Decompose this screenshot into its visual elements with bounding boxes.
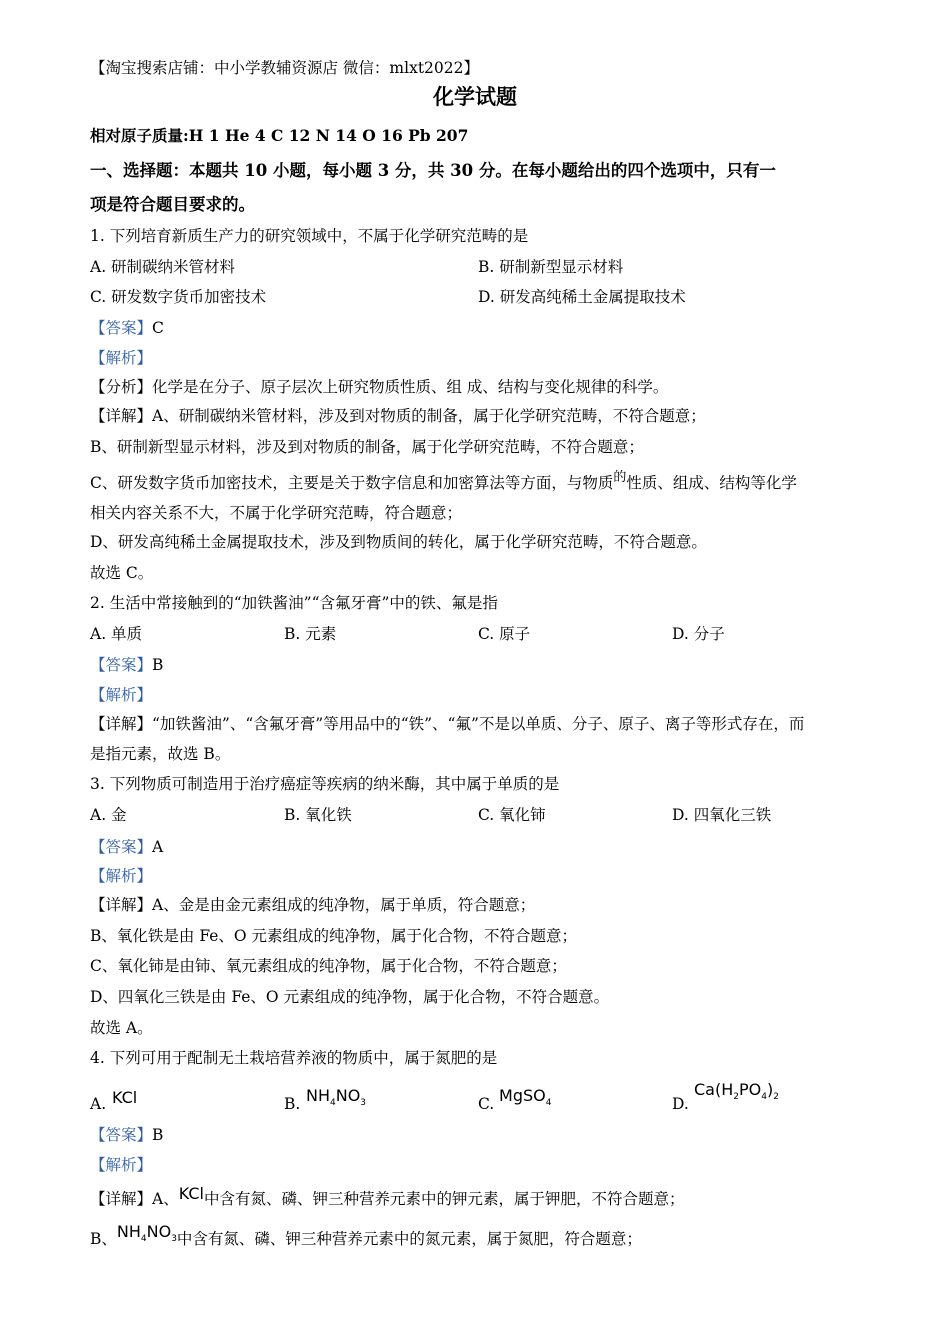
q2-detail-line2: 是指元素，故选 B。 xyxy=(90,745,231,763)
page-title: 化学试题 xyxy=(433,84,517,109)
q1-answer-value: C xyxy=(152,319,164,337)
q1-analysis: 【分析】化学是在分子、原子层次上研究物质性质、组 成、结构与变化规律的科学。 xyxy=(90,378,669,396)
q2-option-b: B. 元素 xyxy=(284,625,337,643)
q1-detail-c-text2: 性质、组成、结构等化学 xyxy=(626,474,797,492)
answer-label: 【答案】 xyxy=(90,838,153,856)
q2-detail-line1: 【详解】“加铁酱油”、“含氟牙膏”等用品中的“铁”、“氟”不是以单质、分子、原子、离子等形式存在，而 xyxy=(90,715,805,733)
q1-stem: 1. 下列培育新质生产力的研究领域中，不属于化学研究范畴的是 xyxy=(90,227,529,245)
q4-option-c-label: C. xyxy=(478,1095,495,1113)
q2-answer-value: B xyxy=(152,656,164,674)
q3-answer xyxy=(90,837,163,857)
q4-stem: 4. 下列可用于配制无土栽培营养液的物质中，属于氮肥的是 xyxy=(90,1049,498,1067)
q3-analysis-label: 【解析】 xyxy=(90,867,153,885)
q1-detail-c-stray: 的 xyxy=(613,470,627,485)
q4-detail-b-text: 中含有氮、磷、钾三种营养元素中的氮元素，属于氮肥，符合题意； xyxy=(176,1230,642,1248)
q4-detail-b-formula: $NH_4NO_3$ xyxy=(116,1222,177,1245)
q4-detail-b-prefix: B、 xyxy=(90,1230,117,1248)
q4-detail-a xyxy=(90,1184,685,1209)
q1-option-a: A. 研制碳纳米管材料 xyxy=(90,258,236,276)
q1-detail-c-line2: 相关内容关系不大，不属于化学研究范畴，符合题意； xyxy=(90,504,463,522)
atomic-masses: 相对原子质量:H 1 He 4 C 12 N 14 O 16 Pb 207 xyxy=(90,126,469,145)
q2-analysis-label: 【解析】 xyxy=(90,686,153,704)
q4-answer-value: B xyxy=(152,1126,164,1144)
q3-option-b: B. 氧化铁 xyxy=(284,806,352,824)
answer-label: 【答案】 xyxy=(90,656,153,674)
section-title-line1: 一、选择题：本题共 10 小题，每小题 3 分，共 30 分。在每小题给出的四个选项中，只有一 xyxy=(90,161,776,180)
shop-header: 【淘宝搜索店铺：中小学教辅资源店 微信：mlxt2022】 xyxy=(90,59,480,77)
section-title-line2: 项是符合题目要求的。 xyxy=(90,195,255,214)
q3-option-a: A. 金 xyxy=(90,806,127,824)
q1-analysis-label: 【解析】 xyxy=(90,349,153,367)
q3-conclusion: 故选 A。 xyxy=(90,1019,153,1037)
q2-stem: 2. 生活中常接触到的“加铁酱油”“含氟牙膏”中的铁、氟是指 xyxy=(90,594,498,612)
q3-stem: 3. 下列物质可制造用于治疗癌症等疾病的纳米酶，其中属于单质的是 xyxy=(90,775,560,793)
q4-option-b-formula: $NH_4NO_3$ xyxy=(306,1086,367,1109)
q2-option-d: D. 分子 xyxy=(672,625,725,643)
q1-option-b: B. 研制新型显示材料 xyxy=(478,258,624,276)
q2-answer xyxy=(90,655,163,675)
q4-option-a-formula: KCl xyxy=(112,1088,138,1107)
q1-detail-d: D、研发高纯稀土金属提取技术，涉及到物质间的转化，属于化学研究范畴，不符合题意。 xyxy=(90,533,707,551)
q1-detail-c-line1 xyxy=(90,470,797,495)
q3-detail-a: 【详解】A、金是由金元素组成的纯净物，属于单质，符合题意； xyxy=(90,896,536,914)
q4-option-d-label: D. xyxy=(672,1095,689,1113)
answer-label: 【答案】 xyxy=(90,1126,153,1144)
q2-option-a: A. 单质 xyxy=(90,625,143,643)
q1-option-c: C. 研发数字货币加密技术 xyxy=(90,288,267,306)
q4-detail-a-formula: KCl xyxy=(178,1184,204,1203)
q2-option-c: C. 原子 xyxy=(478,625,531,643)
q3-detail-b: B、氧化铁是由 Fe、O 元素组成的纯净物，属于化合物，不符合题意； xyxy=(90,927,578,945)
q3-answer-value: A xyxy=(152,838,164,856)
q4-answer xyxy=(90,1125,163,1145)
q1-detail-b: B、研制新型显示材料，涉及到对物质的制备，属于化学研究范畴，不符合题意； xyxy=(90,438,644,456)
q4-analysis-label: 【解析】 xyxy=(90,1156,153,1174)
q3-detail-d: D、四氧化三铁是由 Fe、O 元素组成的纯净物，属于化合物，不符合题意。 xyxy=(90,988,610,1006)
q4-option-b-label: B. xyxy=(284,1095,301,1113)
q4-detail-a-text: 中含有氮、磷、钾三种营养元素中的钾元素，属于钾肥，不符合题意； xyxy=(203,1190,685,1208)
q1-option-d: D. 研发高纯稀土金属提取技术 xyxy=(478,288,686,306)
q1-detail-a: 【详解】A、研制碳纳米管材料，涉及到对物质的制备，属于化学研究范畴，不符合题意； xyxy=(90,407,706,425)
answer-label: 【答案】 xyxy=(90,319,153,337)
q1-answer xyxy=(90,318,164,338)
q4-option-a-label: A. xyxy=(90,1095,107,1113)
q4-detail-b xyxy=(90,1222,642,1256)
q4-detail-a-prefix: 【详解】A、 xyxy=(90,1190,179,1208)
q1-detail-c-text: C、研发数字货币加密技术，主要是关于数字信息和加密算法等方面，与物质 xyxy=(90,474,614,492)
q4-option-c-formula: MgSO$_4$ xyxy=(499,1086,552,1109)
q3-detail-c: C、氧化铈是由铈、氧元素组成的纯净物，属于化合物，不符合题意； xyxy=(90,957,567,975)
q3-option-c: C. 氧化铈 xyxy=(478,806,546,824)
q3-option-d: D. 四氧化三铁 xyxy=(672,806,772,824)
q1-conclusion: 故选 C。 xyxy=(90,564,154,582)
q4-option-d-formula: $Ca(H_2PO_4)_2$ xyxy=(694,1080,779,1103)
